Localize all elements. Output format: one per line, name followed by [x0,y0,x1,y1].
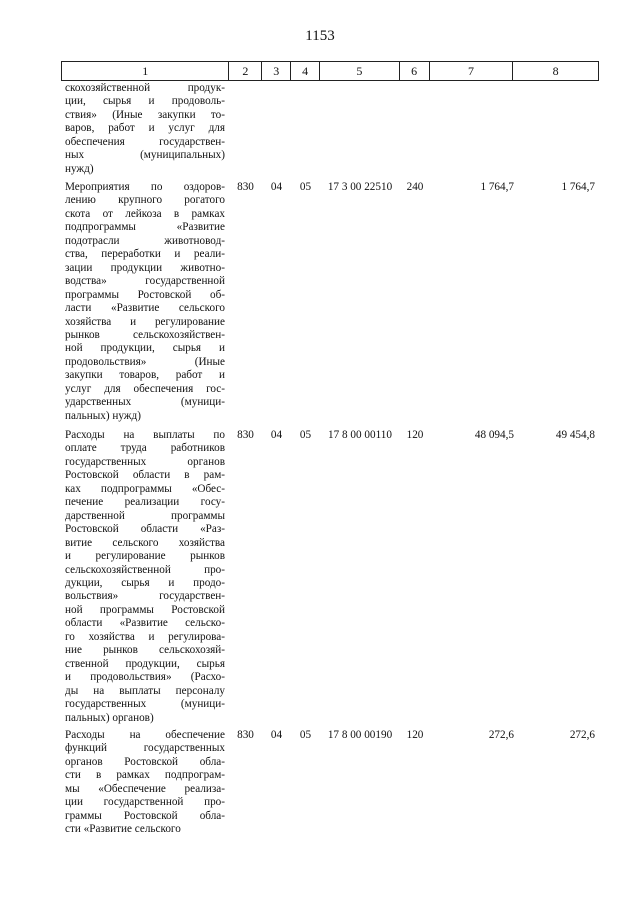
description-line: дукции, сырья и продо- [65,576,225,589]
expense-type-code: 120 [406,729,424,741]
description-line: программы Ростовской об- [65,288,225,301]
header-col-4: 4 [291,62,320,80]
description-line: Расходы на обеспечение [65,729,225,741]
description-line: ках подпрограммы «Обес- [65,482,225,495]
header-col-8: 8 [552,64,559,78]
ministry-code [229,82,262,176]
description-line: ной программы Ростовской [65,603,225,616]
description-line: услуг для обеспечения гос- [65,382,225,395]
section-code: 04 [270,729,283,741]
amount-year-1: 48 094,5 [474,429,514,441]
description-line: сельскохозяйственной про- [65,563,225,576]
description-line: печение реализации госу- [65,496,225,509]
description-line: пальных) органов) [65,711,154,724]
table-header [61,61,599,81]
description-line: граммы Ростовской обла- [65,809,225,822]
row-description [61,429,229,725]
description-line: области «Развитие сельско- [65,617,225,630]
description-line: ственной продукции, сырья [65,657,225,670]
description-line: государственных органов [65,455,225,468]
description-line: и регулирование рынков [65,550,225,563]
description-line: ции государственной про- [65,796,225,809]
description-line: хозяйства и регулирование [65,315,225,328]
description-line: ударственных (муници- [65,396,225,409]
description-line: государственных (муници- [65,698,225,711]
description-line: сти в рамках подпрограм- [65,769,225,782]
amount-year-1: 272,6 [488,729,514,741]
description-line: ции, сырья и продоволь- [65,95,225,108]
description-line: Ростовской области «Раз- [65,523,225,536]
amount-year-2: 272,6 [569,729,595,741]
header-col-5: 5 [320,62,400,80]
description-line: витие сельского хозяйства [65,536,225,549]
expense-type-code [400,82,430,176]
description-line: скота от лейкоза в рамках [65,207,225,220]
target-article-code: 17 8 00 00110 [328,429,392,441]
description-line: закупки товаров, работ и [65,369,225,382]
row-description [61,82,229,176]
ministry-code: 830 [237,429,254,441]
expense-type-code: 240 [406,181,424,193]
amount-year-2 [514,82,599,176]
description-line: ных (муниципальных) [65,149,225,162]
page-number: 1153 [305,28,335,44]
description-line: зации продукции животно- [65,261,225,274]
row-description [61,181,229,423]
section-code [262,82,291,176]
description-line: ние рынков сельскохозяй- [65,644,225,657]
table-row [61,729,599,837]
subsection-code: 05 [299,729,312,741]
table-row [61,181,599,423]
amount-year-2: 1 764,7 [561,181,595,193]
description-line: и продовольствия» (Расхо- [65,671,225,684]
description-line: обеспечения государствен- [65,135,225,148]
description-line: рынков сельскохозяйствен- [65,328,225,341]
header-col-6: 6 [400,62,430,80]
section-code: 04 [270,429,283,441]
header-col-1: 1 [62,62,229,80]
description-line: го хозяйства и регулирова- [65,630,225,643]
description-line: скохозяйственной продук- [65,82,225,94]
description-line: ды на выплаты персоналу [65,684,225,697]
header-col-7: 7 [430,62,514,80]
description-line: дарственной программы [65,509,225,522]
description-line: Ростовской области в рам- [65,469,225,482]
description-line: органов Ростовской обла- [65,755,225,768]
description-line: оплате труда работников [65,442,225,455]
description-line: подпрограммы «Развитие [65,221,225,234]
description-line: сти «Развитие сельского [65,823,181,836]
description-line: ства, переработки и реали- [65,248,225,261]
header-col-3: 3 [262,62,291,80]
description-line: мы «Обеспечение реализа- [65,782,225,795]
header-col-2: 2 [229,62,262,80]
description-line: варов, работ и услуг для [65,122,225,135]
row-description [61,729,229,837]
amount-year-1: 1 764,7 [480,181,514,193]
amount-year-1 [430,82,514,176]
expense-type-code: 120 [406,429,424,441]
section-code: 04 [270,181,283,193]
description-line: лению крупного рогатого [65,194,225,207]
description-line: Мероприятия по оздоров- [65,181,225,193]
description-line: ной продукции, сырья и [65,342,225,355]
ministry-code: 830 [237,729,254,741]
table-row [61,429,599,725]
description-line: пальных) нужд) [65,409,141,422]
description-line: ласти «Развитие сельского [65,302,225,315]
description-line: нужд) [65,162,94,175]
amount-year-2: 49 454,8 [555,429,595,441]
description-line: Расходы на выплаты по [65,429,225,441]
target-article-code: 17 3 00 22510 [327,181,393,193]
description-line: ствия» (Иные закупки то- [65,108,225,121]
target-article-code: 17 8 00 00190 [327,729,393,741]
description-line: продовольствия» (Иные [65,355,225,368]
ministry-code: 830 [237,181,254,193]
subsection-code [291,82,320,176]
description-line: водства» государственной [65,275,225,288]
subsection-code: 05 [299,181,312,193]
description-line: вольствия» государствен- [65,590,225,603]
description-line: функций государственных [65,742,225,755]
target-article-code [320,82,400,176]
table-row [61,82,599,176]
subsection-code: 05 [299,429,312,441]
description-line: подотрасли животновод- [65,234,225,247]
